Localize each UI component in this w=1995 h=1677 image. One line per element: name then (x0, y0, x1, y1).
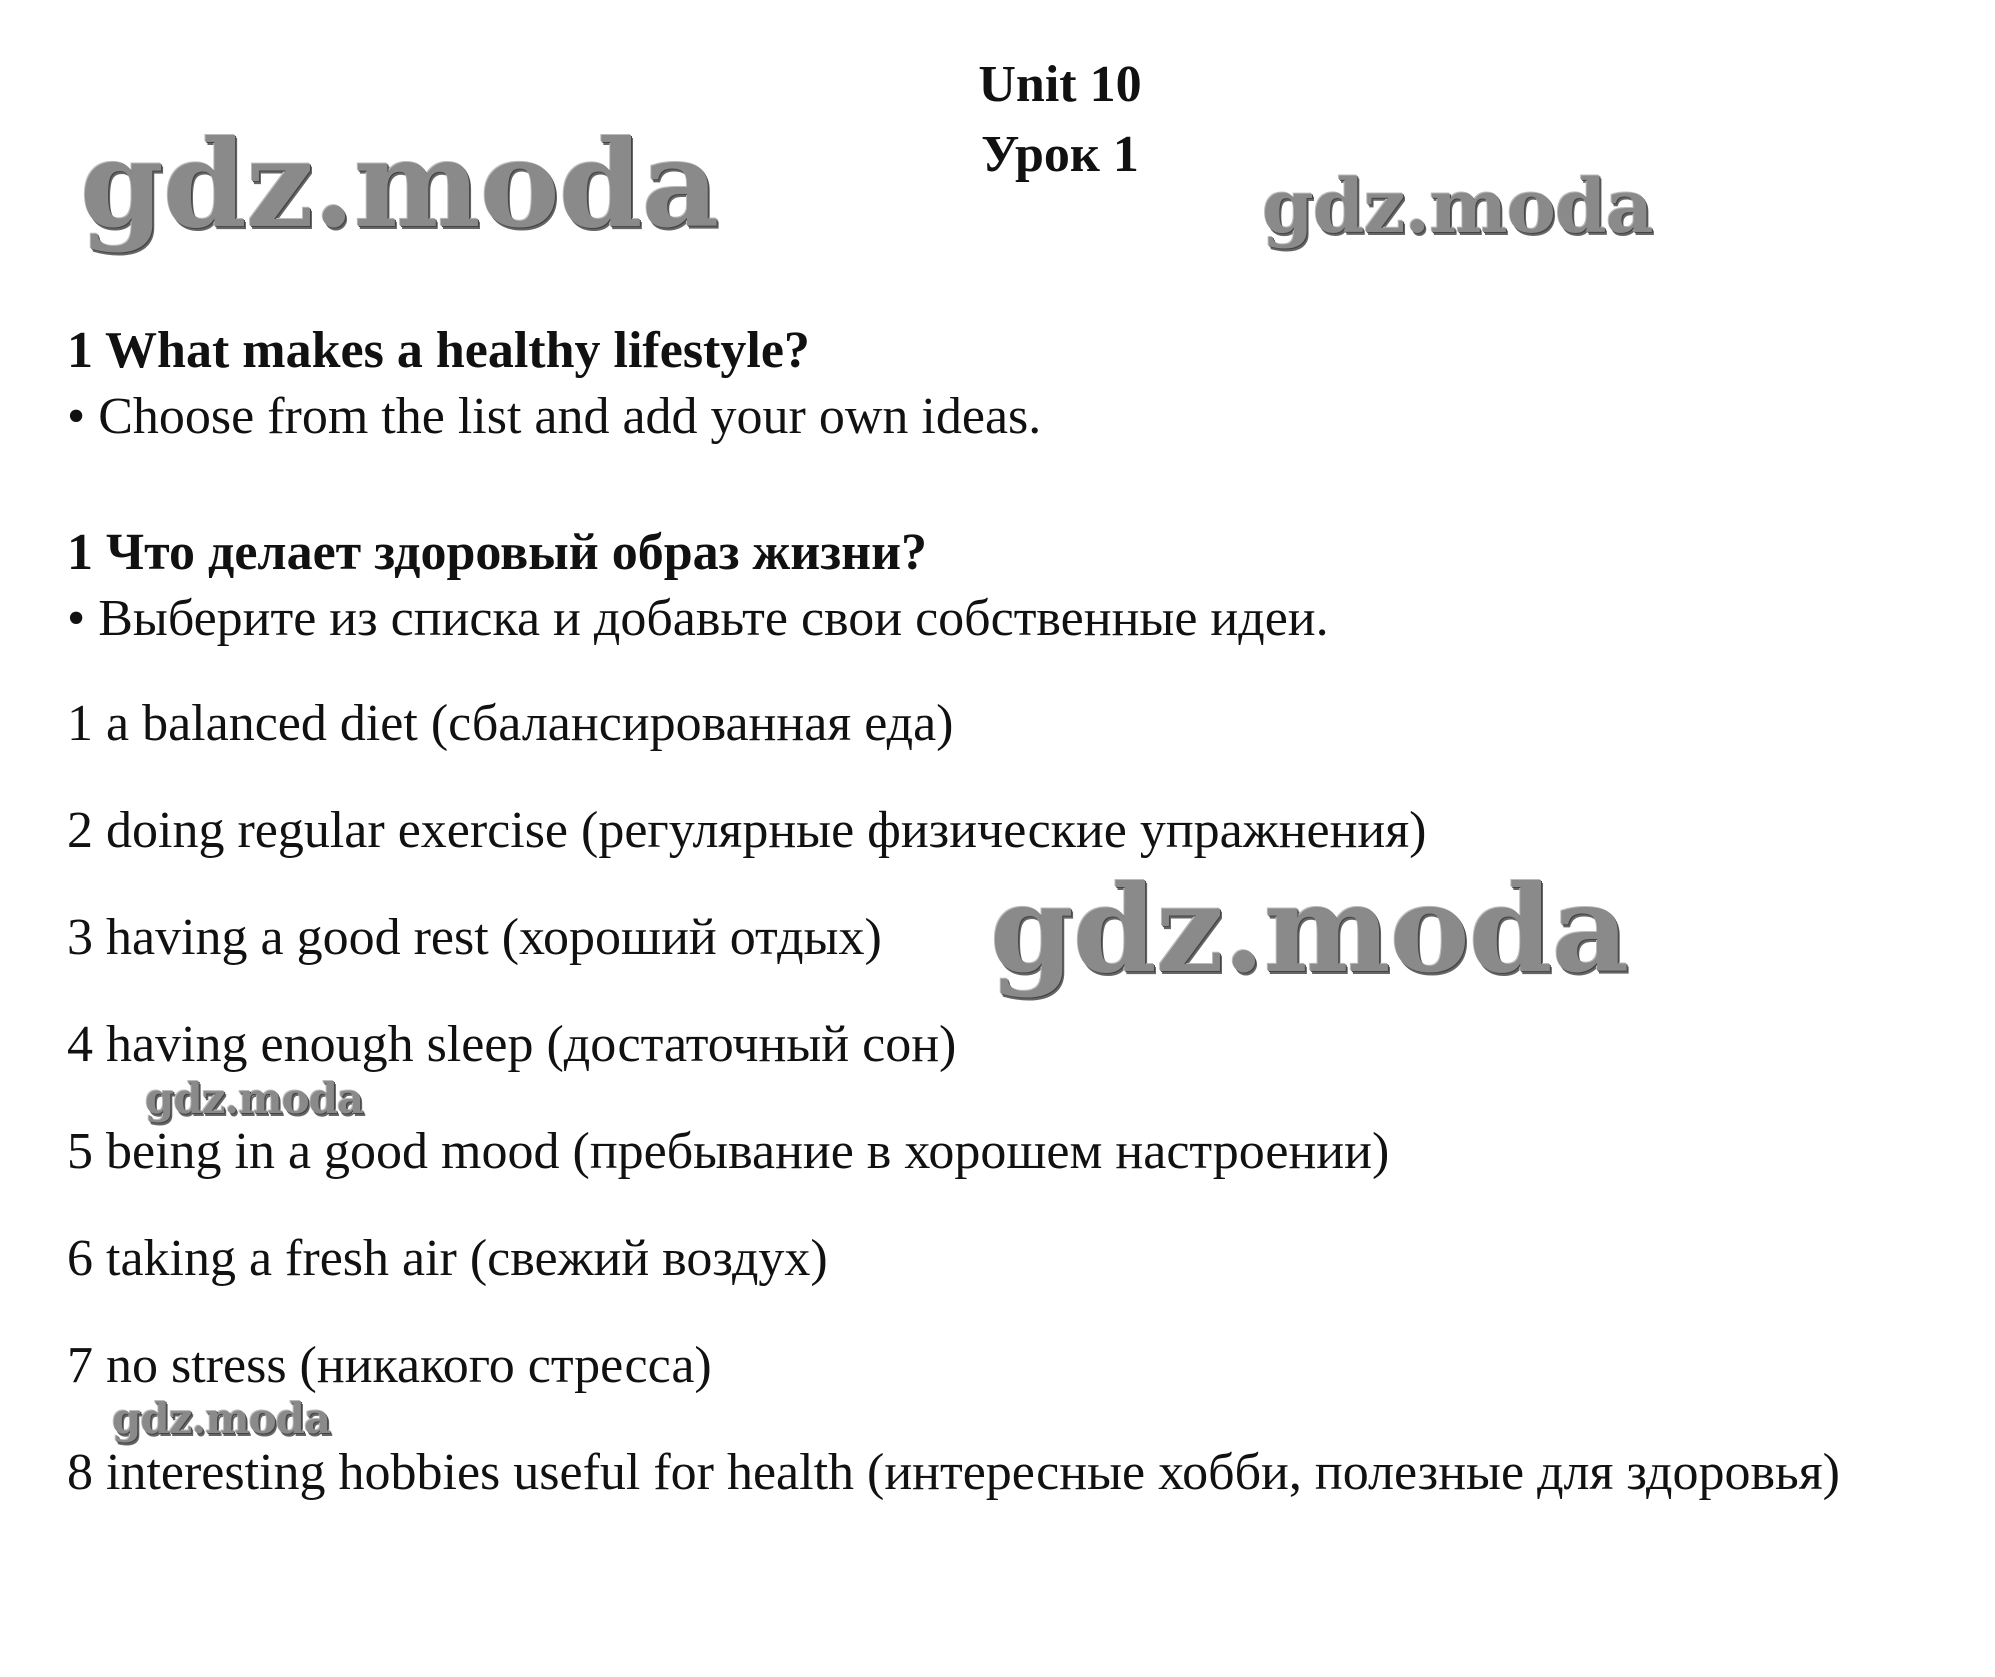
list-item: 1 a balanced diet (сбалансированная еда) (67, 695, 954, 752)
watermark-logo: gdz.moda (145, 1074, 364, 1123)
list-item: 6 taking a fresh air (свежий воздух) (67, 1230, 828, 1287)
lesson-title: Урок 1 (981, 126, 1139, 183)
list-item: 7 no stress (никакого стресса) (67, 1337, 712, 1394)
exercise-instruction-en: • Choose from the list and add your own ideas. (67, 388, 1042, 445)
exercise-title-en: 1 What makes a healthy lifestyle? (67, 322, 810, 379)
list-item: 2 doing regular exercise (регулярные физические упражнения) (67, 802, 1427, 859)
watermark-logo: gdz.moda (112, 1394, 331, 1443)
list-item: 3 having a good rest (хороший отдых) (67, 909, 882, 966)
watermark-logo: gdz.moda (80, 114, 719, 255)
watermark-logo: gdz.moda (1262, 164, 1653, 250)
page-heading (900, 50, 1220, 190)
exercise-title-ru: 1 Что делает здоровый образ жизни? (67, 524, 928, 581)
list-item: 4 having enough sleep (достаточный сон) (67, 1016, 957, 1073)
unit-title: Unit 10 (978, 56, 1142, 113)
english-section (67, 318, 1041, 450)
list-item: 8 interesting hobbies useful for health (интересные хобби, полезные для здоровья) (67, 1444, 1840, 1501)
list-item: 5 being in a good mood (пребывание в хорошем настроении) (67, 1123, 1390, 1180)
exercise-instruction-ru: • Выберите из списка и добавьте свои собственные идеи. (67, 590, 1329, 647)
russian-section (67, 520, 1329, 652)
watermark-logo: gdz.moda (990, 859, 1629, 1000)
